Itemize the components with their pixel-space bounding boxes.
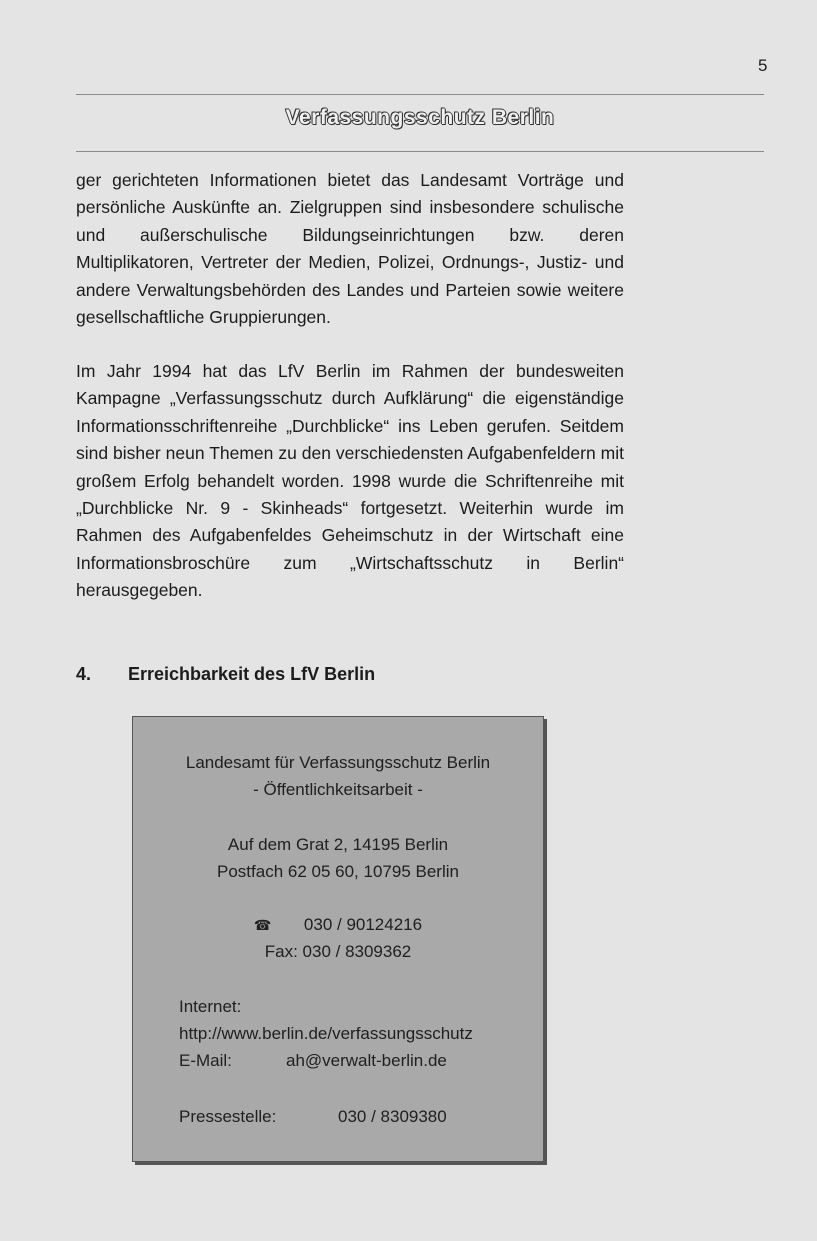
contact-fax-label: Fax:	[264, 942, 298, 961]
contact-fax-line	[133, 942, 543, 962]
contact-fax: 030 / 8309362	[302, 942, 412, 961]
section-heading	[76, 664, 375, 685]
running-header: Verfassungsschutz Berlin	[285, 106, 555, 129]
contact-email-label: E-Mail:	[179, 1051, 232, 1070]
contact-department: - Öffentlichkeitsarbeit -	[253, 780, 423, 799]
telephone-icon: ☎	[253, 917, 272, 933]
contact-address-postbox: Postfach 62 05 60, 10795 Berlin	[217, 862, 459, 881]
page-number: 5	[758, 56, 768, 75]
section-title: Erreichbarkeit des LfV Berlin	[128, 664, 376, 684]
contact-internet-url[interactable]: http://www.berlin.de/verfassungsschutz	[179, 1024, 473, 1043]
contact-phone: 030 / 90124216	[303, 915, 423, 934]
contact-email[interactable]: ah@verwalt-berlin.de	[286, 1051, 447, 1070]
contact-address-street: Auf dem Grat 2, 14195 Berlin	[227, 835, 449, 854]
contact-phone-line	[133, 915, 543, 935]
header-rule-top	[76, 94, 764, 95]
contact-organization: Landesamt für Verfassungsschutz Berlin	[185, 753, 491, 772]
section-number: 4.	[76, 664, 92, 684]
contact-internet-label: Internet:	[179, 997, 242, 1016]
paragraph-1: ger gerichteten Informationen bietet das Landesamt Vorträge und persönliche Auskünfte an. Zielgruppen sind insbesondere schulische und außerschulische Bildungseinrichtungen bzw. deren Multiplikatoren, Vertreter der Medien, Polizei, Ordnungs-, Justiz- und andere Verwaltungsbehörden des Landes und Parteien sowie weitere gesellschaftliche Gruppierungen.	[76, 170, 624, 328]
paragraph-2: Im Jahr 1994 hat das LfV Berlin im Rahmen der bundesweiten Kampagne „Verfassungsschutz durch Aufklärung“ die eigenständige Informationsschriftenreihe „Durchblicke“ ins Leben gerufen. Seitdem sind bisher neun Themen zu den verschiedensten Aufgabenfeldern mit großem Erfolg behandelt worden. 1998 wurde die Schriftenreihe mit „Durchblicke Nr. 9 - Skinheads“ fortgesetzt. Weiterhin wurde im Rahmen des Aufgabenfeldes Geheimschutz in der Wirtschaft eine Informationsbroschüre zum „Wirtschaftsschutz in Berlin“ herausgegeben.	[76, 361, 624, 601]
header-rule-bottom	[76, 151, 764, 152]
contact-press-label: Pressestelle:	[179, 1107, 277, 1126]
contact-press-phone: 030 / 8309380	[338, 1107, 447, 1126]
contact-box	[132, 716, 544, 1162]
